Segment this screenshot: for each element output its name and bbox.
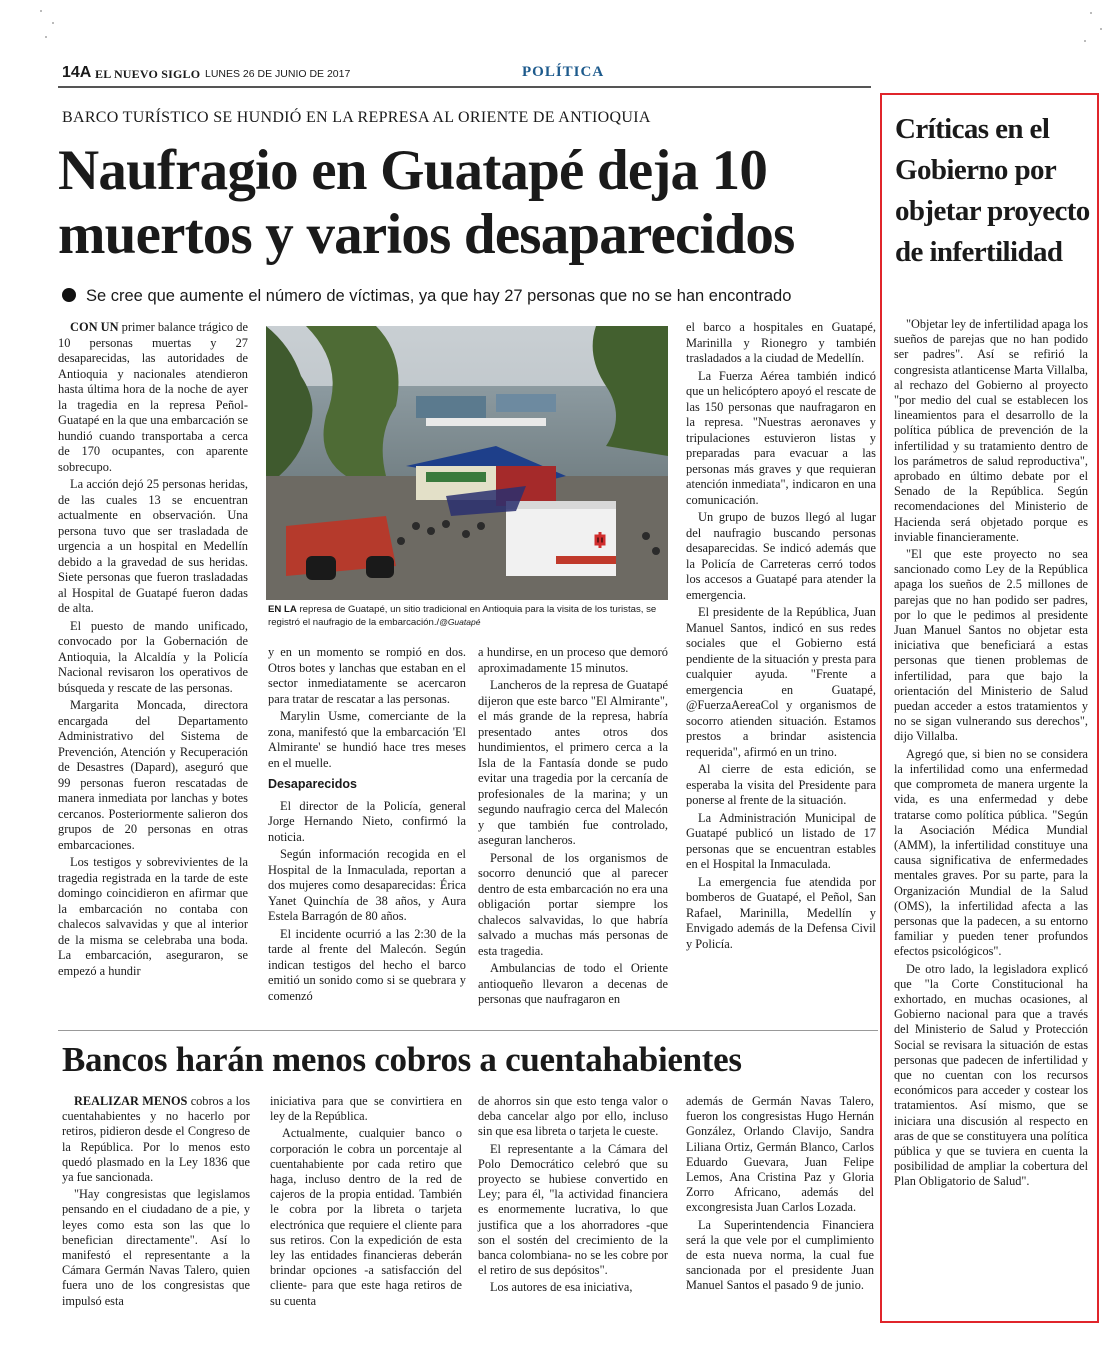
main-column-3 [478, 645, 668, 1010]
paragraph: el barco a hospitales en Guatapé, Marinilla y Rionegro y también trasladados a la ciudad de Medellín. [686, 320, 876, 365]
paragraph: Al cierre de esta edición, se esperaba la visita del Presidente para ponerse al frente de la situación. [686, 762, 876, 807]
paragraph: "Hay congresistas que legislamos pensando en el ciudadano de a pie, y leyes como esta son las que lo benefician directamente". Así lo manifestó el representante a la Cámara Germán Navas Talero, quien fuera uno de los congresistas que impulsó esta [62, 1187, 250, 1308]
headline-line-2: muertos y varios desaparecidos [58, 203, 795, 266]
paragraph: De otro lado, la legisladora explicó que "la Corte Constitucional ha exhortado, en muchas ocasiones, al Gobierno nacional para que a través del Ministerio de Salud y Protección Social se revisara la situación de estas personas que padecen de infertilidad y que no cuentan con los recursos económicos para acceder y costear los tratamientos. Así mismo, que se iniciara una discusión al respecto en aras de que se constituyera una política pública y que se tuviera en cuenta la posibilidad de ampliar la cobertura del Plan Obligatorio de Salud". [894, 961, 1088, 1189]
bancos-column-2 [270, 1094, 462, 1311]
bancos-column-1 [62, 1094, 250, 1311]
section-divider [58, 1030, 878, 1031]
paragraph: a hundirse, en un proceso que demoró aproximadamente 15 minutos. [478, 645, 668, 675]
caption-text: represa de Guatapé, un sitio tradicional en Antioquia para la visita de los turistas, se registró el naufragio de la embarcación./ [268, 604, 657, 628]
paragraph: La Administración Municipal de Guatapé publicó un listado de 17 personas que se encuentran estables en el Hospital la Inmaculada. [686, 810, 876, 871]
paragraph: Personal de los organismos de socorro denunció que al parecer dentro de esta embarcación no era una obligación portar siempre los chalecos salvavidas, lo que habría salvado a muchas más personas de esta tragedia. [478, 850, 668, 958]
paragraph: El puesto de mando unificado, convocado por la Gobernación de Antioquia, la Alcaldía y la Policía Nacional revisaron los operativos de búsqueda y rescate de las personas. [58, 618, 248, 695]
dateline: LUNES 26 DE JUNIO DE 2017 [205, 68, 351, 80]
paragraph: La emergencia fue atendida por bomberos de Guatapé, el Peñol, San Rafael, Marinilla, Medellín y Envigado además de la Defensa Civil y Policía. [686, 874, 876, 951]
bancos-column-4 [686, 1094, 874, 1296]
paragraph: El director de la Policía, general Jorge Hernando Nieto, confirmó la noticia. [268, 798, 466, 844]
paragraph: y en un momento se rompió en dos. Otros botes y lanchas que estaban en el sector inmediatamente se acercaron para tratar de rescatar a las personas. [268, 645, 466, 706]
paragraph: La Superintendencia Financiera será la que vele por el cumplimiento de esta nueva norma, la cual fue sancionada por el presidente Juan Manuel Santos el pasado 9 de junio. [686, 1217, 874, 1293]
lead-in: REALIZAR MENOS [74, 1094, 188, 1108]
paragraph: La acción dejó 25 personas heridas, de las cuales 13 se encuentran actualmente en observación. Una persona tuvo que ser trasladada de urgencia a un hospital en Medellín debido a la gravedad de sus heridas. Siete personas que fueron trasladadas al Hospital de Guatapé fueron dadas de alta. [58, 477, 248, 615]
section-title: POLÍTICA [522, 64, 605, 80]
main-headline [58, 139, 878, 267]
subhead [62, 287, 882, 306]
header-rule [58, 86, 871, 88]
news-photo [266, 326, 668, 600]
lead-in: CON UN [70, 320, 119, 334]
photo-illustration [266, 326, 668, 600]
bancos-headline: Bancos harán menos cobros a cuentahabientes [62, 1040, 742, 1079]
paragraph: Marylin Usme, comerciante de la zona, manifestó que la embarcación 'El Almirante' se hundió hace tres meses en el muelle. [268, 709, 466, 770]
caption-lead: EN LA [268, 604, 297, 615]
scan-artifacts [0, 0, 1119, 60]
paragraph: Un grupo de buzos llegó al lugar del naufragio buscando personas desaparecidas. Se indicó además que la Policía de Carreteras cerró todos los accesos a Guatapé para atender la emergencia. [686, 510, 876, 602]
paragraph: "El que este proyecto no sea sancionado como Ley de la República apaga los sueños de 2.5 millones de parejas que no han podido ser padres, por lo que le pedimos al presidente Juan Manuel Santos no objetar esta iniciativa que beneficiará a estas personas que tienen problemas de infertilidad, para que bajo la orientación del Ministerio de Salud puedan acceder a estos tratamientos y no se sigan vulnerando sus derechos", dijo Villalba. [894, 547, 1088, 744]
bancos-column-3 [478, 1094, 668, 1298]
photo-caption [268, 603, 668, 629]
paragraph: El incidente ocurrió a las 2:30 de la tarde al frente del Malecón. Según indican testigos del hecho el barco emitió un sonido como si se quebrara y comenzó [268, 926, 466, 1003]
paragraph: además de Germán Navas Talero, fueron los congresistas Hugo Hernán González, Orlando Clavijo, Sandra Liliana Ortiz, Germán Blanco, Carlos Eduardo Guevara, Juan Felipe Lemos, Ana Cristina Paz y Gloria Zorro Africano, además del excongresista Juan Carlos Lozada. [686, 1094, 874, 1215]
paragraph: Según información recogida en el Hospital de la Inmaculada, reportan a dos mujeres como desaparecidas: Érica Yanet Quinchía de 38 años, y Aura Estela Barragón de 80 años. [268, 847, 466, 923]
page-number: 14A [62, 64, 92, 81]
subhead-text: Se cree que aumente el número de víctimas, ya que hay 27 personas que no se han encontrado [86, 287, 792, 305]
paragraph: La Fuerza Aérea también indicó que un helicóptero apoyó el rescate de las 150 personas que naufragaron en la represa. "Nuestras aeronaves y tripulaciones estuvieron listas y preparadas para evacuar a las personas más graves y que requieran atención inmediata", indicaron en una comunicación. [686, 368, 876, 507]
main-column-1 [58, 320, 248, 981]
paragraph: CON UN primer balance trágico de 10 personas muertas y 27 desaparecidas, las autoridades de Antioquia y nacionales atendieron hasta última hora de la noche de ayer la tragedia en la represa Peñol-Guatapé en la que una embarcación se hundió cuando transportaba a cerca de 170 ocupantes, con aparente sobrecupo. [58, 320, 248, 474]
paragraph: "Objetar ley de infertilidad apaga los sueños de parejas que no han podido ser padres". Así se refirió la congresista atlanticense Marta Villalba, al rechazo del Gobierno al proyecto "por medio del cual se establecen los lineamientos para el desarrollo de la política pública de prevención de la infertilidad y su tratamiento dentro de los parámetros de salud reproductiva", aprobado en último debate por el Senado de la República. Según recomendaciones del Ministerio de Hacienda será objetado porque es inviable financieramente. [894, 317, 1088, 544]
paragraph: Margarita Moncada, directora encargada del Departamento Administrativo del Sistema de Prevención, Atención y Recuperación de Desastres (Dapard), aseguró que 99 personas fueron rescatadas de manera inmediata por lanchas y botes cercanos. Posteriormente salieron dos grupos de 20 personas en otras embarcaciones. [58, 698, 248, 852]
paragraph: iniciativa para que se convirtiera en ley de la República. [270, 1094, 462, 1124]
subheading: Desaparecidos [268, 777, 357, 791]
masthead: EL NUEVO SIGLO [95, 67, 201, 81]
paragraph: Los testigos y sobrevivientes de la tragedia registrada en la tarde de este domingo coincidieron en afirmar que la embarcación no contaba con chalecos salvavidas y que al interior de la misma se celebraba una boda. La embarcación, aseguraron, se empezó a hundir [58, 855, 248, 978]
bullet-icon [62, 288, 76, 302]
kicker: BARCO TURÍSTICO SE HUNDIÓ EN LA REPRESA AL ORIENTE DE ANTIOQUIA [62, 109, 651, 126]
paragraph: de ahorros sin que esto tenga valor o deba cancelar algo por ello, incluso sin que esa libreta o tarjeta le cueste. [478, 1094, 668, 1139]
paragraph: El presidente de la República, Juan Manuel Santos, indicó en sus redes sociales que el Gobierno está pendiente de la situación y presta para cualquier ayuda. "Frente a emergencia en Guatapé, @FuerzaAereaCol y organismos de socorro atienden situación. Estamos prestos a brindar asistencia requerida", afirmó en un trino. [686, 605, 876, 759]
main-column-2 [268, 645, 466, 1006]
sidebar-headline: Críticas en el Gobierno por objetar proyecto de infertilidad [895, 113, 1090, 268]
paragraph: Lancheros de la represa de Guatapé dijeron que este barco "El Almirante", el más grande de la represa, habría presentado antes otros dos hundimientos, el primero cerca a la Isla de la Fantasía donde se pudo evitar una tragedia por la cercanía de profesionales de la marina; y un segundo naufragio cerca del Malecón y que también fue controlado, aseguran lancheros. [478, 678, 668, 847]
sidebar-body [894, 317, 1088, 1192]
paragraph: Actualmente, cualquier banco o corporación le cobra un porcentaje al cuentahabiente por cada retiro que haga, incluso dentro de la red de cajeros de la propia entidad. También le cobra por la libreta o tarjeta electrónica que requiere el cliente para sus retiros. Con la expedición de esta ley las entidades financieras deberán brindar opciones -a satisfacción del cliente- para que este haga retiros de su cuenta [270, 1126, 462, 1308]
paragraph: Los autores de esa iniciativa, [490, 1280, 633, 1295]
headline-line-1: Naufragio en Guatapé deja 10 [58, 139, 768, 202]
photo-credit: @Guatapé [439, 617, 481, 627]
paragraph: Agregó que, si bien no se considera la infertilidad como una enfermedad que comprometa de manera urgente la vida, es una enfermedad y debe tratarse como política pública. "Según la Asociación Médica Mundial (AMM), la infertilidad constituye una causa significativa de enfermedades mentales graves. Por su parte, para la Organización Mundial de la Salud (OMS), la infertilidad afecta a las personas que la padecen, a su entorno familiar y pueden tener profundos efectos psicológicos". [894, 746, 1088, 959]
main-column-4 [686, 320, 876, 954]
paragraph: Ambulancias de todo el Oriente antioqueño llevaron a decenas de personas que naufragaron en [478, 961, 668, 1006]
paragraph: El representante a la Cámara del Polo Democrático celebró que su proyecto se hubiese convertido en Ley; para él, "la actividad financiera es enormemente lucrativa, lo que justifica que a los ahorradores -que son el sostén del crecimiento de la banca colombiana- no se les cobre por el retiro de sus depósitos". [478, 1141, 668, 1278]
paragraph: REALIZAR MENOS cobros a los cuentahabientes y no hacerlo por retiros, pidieron desde el Congreso de la República. Por lo menos esto quedó plasmado en la Ley 1836 que ya fue sancionada. [62, 1094, 250, 1185]
